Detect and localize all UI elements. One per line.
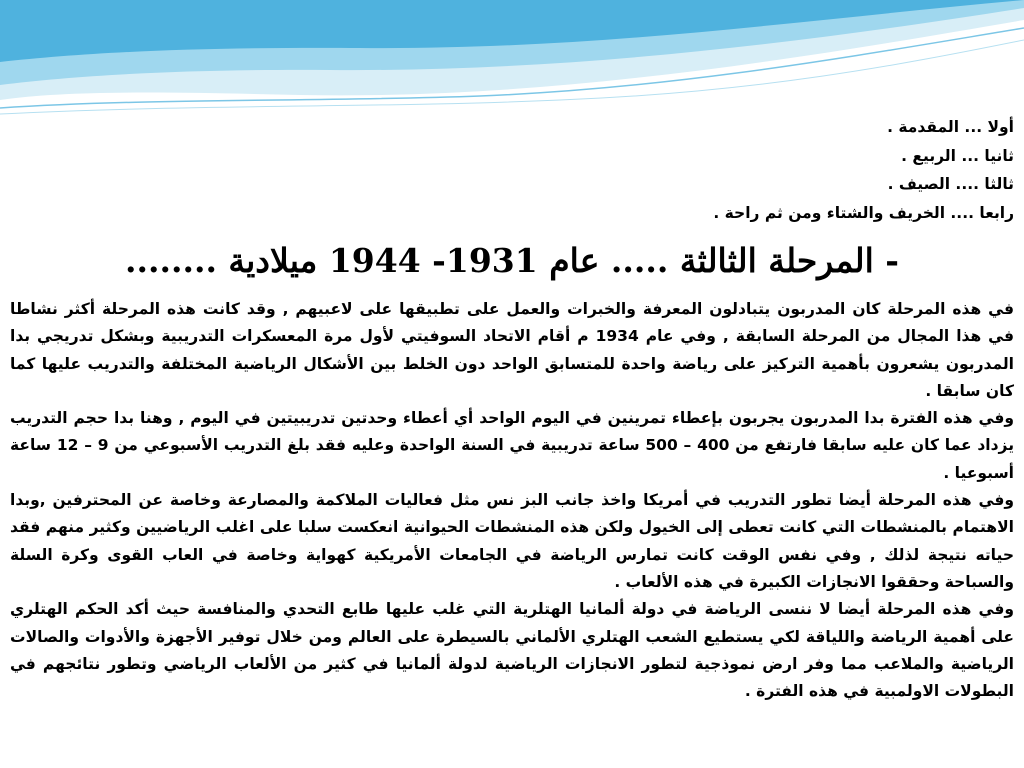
paragraph: وفي هذه المرحلة أيضا تطور التدريب في أمريكا واخذ جانب البز نس مثل فعاليات الملاكمة والمصارعة وخاصة عن المحترفين ,وبدا الاهتمام بالمنشطات التي كانت تعطى إلى الخيول ولكن هذه المنشطات الحيوانية انعكست سلبا على اغلب الرياضيين وكثير منهم فقد حياته نتيجة لذلك , وفي نفس الوقت كانت تمارس الرياضة في الجامعات الأمريكية كهواية وخاصة في العاب القوى وكرة السلة والسباحة وحققوا الانجازات الكبيرة في هذه الألعاب . <box>10 491 1014 591</box>
body-text <box>10 296 1014 705</box>
paragraph: في هذه المرحلة كان المدربون يتبادلون المعرفة والخبرات والعمل على تطبيقها على لاعبيهم , وقد كانت هذه المرحلة أكثر نشاطا في هذا المجال من المرحلة السابقة , وفي عام 1934 م أقام الاتحاد السوفيتي لأول مرة المعسكرات التدريبية وبشكل تدريجي بدا المدربون يشعرون بأهمية التركيز على رياضة واحدة للمتسابق الواحد دون الخلط بين الأشكال الرياضية المختلفة والتدريب عليها كما كان سابقا . <box>10 300 1014 400</box>
paragraph: وفي هذه الفترة بدا المدربون يجربون بإعطاء تمرينين في اليوم الواحد أي أعطاء وحدتين تدريبيتين في اليوم , وهنا بدا حجم التدريب يزداد عما كان عليه سابقا فارتفع من 400 – 500 ساعة تدريبية في السنة الواحدة وعليه فقد بلغ التدريب الأسبوعي من 9 – 12 ساعة أسبوعيا . <box>10 409 1015 482</box>
list-item: ثالثا .... الصيف . <box>887 175 1014 193</box>
section-heading: - المرحلة الثالثة ..... عام 1931- 1944 ميلادية ........ <box>125 241 899 280</box>
list-item: أولا ... المقدمة . <box>887 118 1014 136</box>
paragraph: وفي هذه المرحلة أيضا لا ننسى الرياضة في دولة ألمانيا الهتلرية التي غلب عليها طابع التحدي والمنافسة حيث أكد الحكم الهتلري على أهمية الرياضة واللياقة لكي يستطيع الشعب الهتلري الألماني بالسيطرة على العالم ومن خلال توفير الأجهزة والأدوات والصالات الرياضية والملاعب مما وفر ارض نموذجية لتطور الانجازات الرياضية لدولة ألمانيا في كثير من الألعاب الرياضي وتطور نتائجهم في البطولات الاولمبية في هذه الفترة . <box>10 600 1014 701</box>
seasons-list <box>414 113 1014 227</box>
header-wave-decoration <box>0 0 1024 120</box>
list-item: رابعا .... الخريف والشتاء ومن ثم راحة . <box>713 203 1014 222</box>
list-item: ثانيا ... الربيع . <box>901 146 1014 165</box>
